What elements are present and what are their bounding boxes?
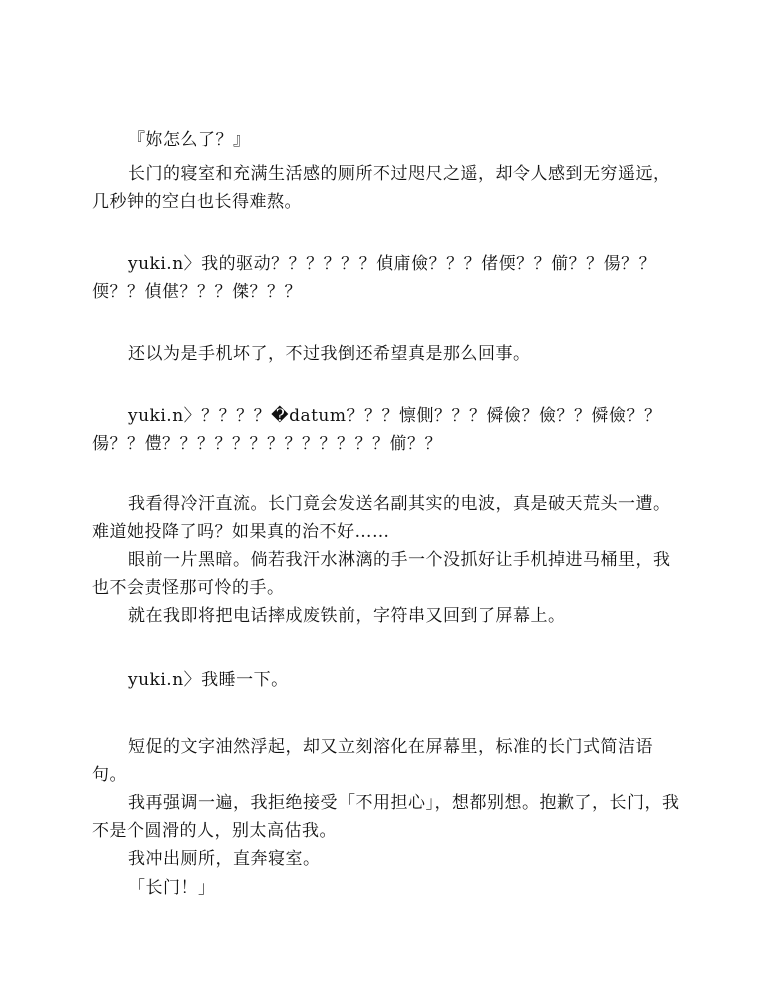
paragraph-dialogue-2: 「长门！」 — [128, 878, 216, 898]
paragraph-narration-7: 我再强调一遍，我拒绝接受「不用担心」，想都别想。抱歉了，长门，我不是个圆滑的人，别太高估我。 — [92, 793, 680, 841]
paragraph-narration-1: 长门的寝室和充满生活感的厕所不过咫尺之遥，却令人感到无穷遥远，几秒钟的空白也长得难熬。 — [92, 164, 671, 212]
paragraph-narration-8: 我冲出厕所，直奔寝室。 — [128, 849, 321, 869]
paragraph-dialogue-1: 『妳怎么了？』 — [128, 130, 251, 150]
paragraph-narration-2: 还以为是手机坏了，不过我倒还希望真是那么回事。 — [128, 344, 531, 364]
paragraph-message-1: yuki.n〉我的驱动？？？？？？偵庯儉？？？偖偄？？偂？？偒？？偄？？偵偡？？？傑？？？ — [92, 254, 657, 302]
paragraph-narration-4: 眼前一片黑暗。倘若我汗水淋漓的手一个没抓好让手机掉进马桶里，我也不会责怪那可怜的手。 — [92, 550, 671, 598]
paragraph-message-3: yuki.n〉我睡一下。 — [128, 670, 289, 690]
paragraph-narration-6: 短促的文字油然浮起，却又立刻溶化在屏幕里，标准的长门式简洁语句。 — [92, 737, 653, 785]
paragraph-narration-5: 就在我即将把电话摔成废铁前，字符串又回到了屏幕上。 — [128, 606, 566, 626]
paragraph-narration-3: 我看得冷汗直流。长门竟会发送名副其实的电波，真是破天荒头一遭。难道她投降了吗？如果真的治不好…… — [92, 494, 671, 542]
paragraph-message-2: yuki.n〉？？？？�datum？？？懔側？？？僢儉？儉？？僢儉？？偒？？僼？？？？？？？？？？？？？偂？？ — [92, 406, 662, 454]
